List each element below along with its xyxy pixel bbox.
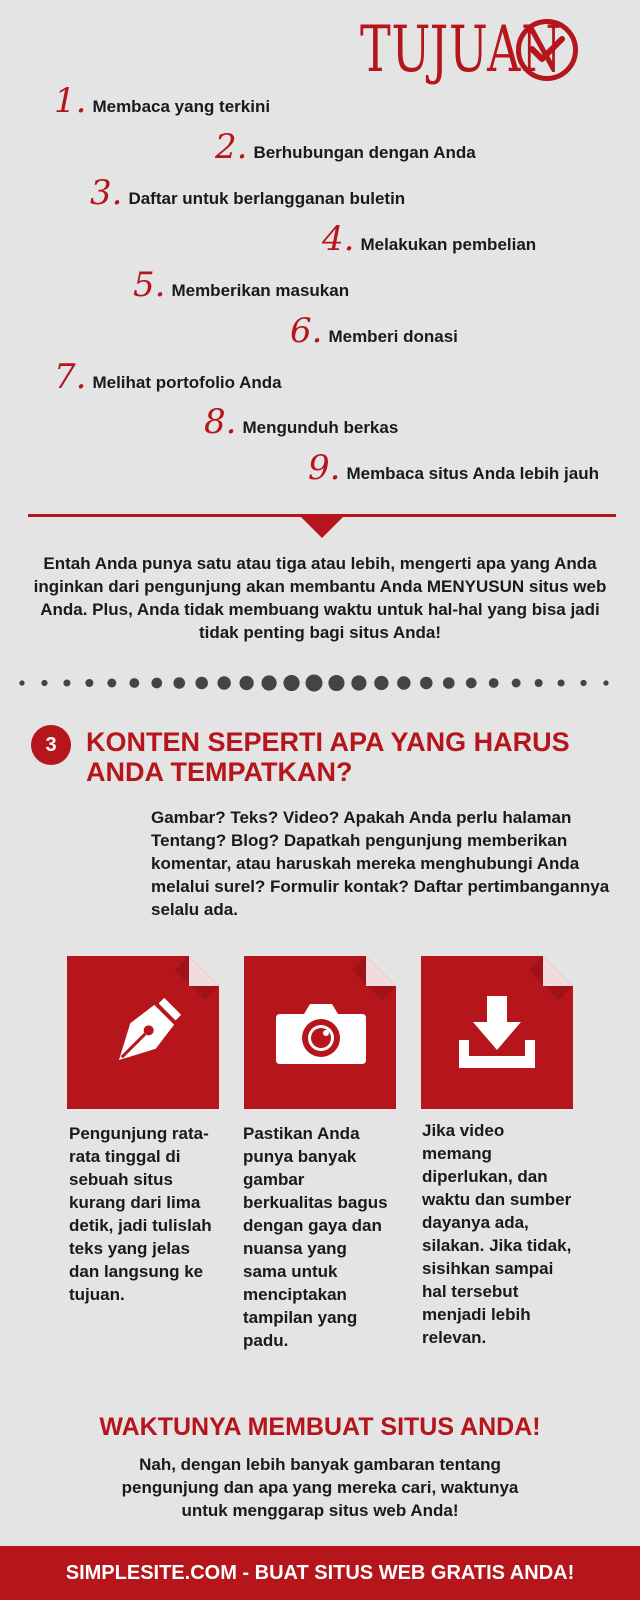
separator-dot bbox=[535, 679, 543, 687]
separator-dot bbox=[195, 677, 208, 690]
download-icon bbox=[421, 956, 573, 1109]
goal-text: Daftar untuk berlangganan buletin bbox=[128, 189, 406, 208]
separator-dot bbox=[603, 680, 608, 685]
separator-dot bbox=[328, 675, 344, 691]
goal-number: 7. bbox=[54, 357, 87, 397]
goal-number: 8. bbox=[204, 402, 237, 442]
closing-text: Nah, dengan lebih banyak gambaran tentang pengunjung dan apa yang mereka cari, waktunya untuk menggarap situs web Anda! bbox=[121, 1455, 519, 1520]
goal-number: 4. bbox=[322, 219, 355, 259]
goal-item bbox=[54, 357, 282, 397]
separator-dot bbox=[466, 678, 477, 689]
separator-dot bbox=[239, 676, 253, 690]
separator-dot bbox=[19, 680, 24, 685]
pen-nib-icon bbox=[67, 956, 219, 1109]
separator-dot bbox=[63, 679, 70, 686]
separator-dot bbox=[397, 676, 410, 689]
separator-dot bbox=[261, 675, 276, 690]
separator-dot bbox=[351, 675, 366, 690]
goal-text: Mengunduh berkas bbox=[242, 418, 399, 437]
separator-dot bbox=[107, 679, 116, 688]
footer-banner[interactable] bbox=[0, 1546, 640, 1600]
goal-item bbox=[215, 127, 476, 167]
page-title: TUJUAN bbox=[360, 13, 563, 87]
pen-card-text: Pengunjung rata-rata tinggal di sebuah situs kurang dari lima detik, jadi tulislah teks yang jelas dan langsung ke tujuan. bbox=[69, 1124, 212, 1304]
closing-title: WAKTUNYA MEMBUAT SITUS ANDA! bbox=[99, 1413, 541, 1441]
pen-card bbox=[67, 956, 219, 1109]
download-card-text: Jika video memang diperlukan, dan waktu dan sumber dayanya ada, silakan. Jika tidak, sisihkan sampai hal tersebut menjadi lebih relevan. bbox=[422, 1121, 572, 1347]
separator-dot bbox=[306, 675, 323, 692]
section-paragraph: Gambar? Teks? Video? Apakah Anda perlu halaman Tentang? Blog? Dapatkah pengunjung memberikan komentar, atau haruskah mereka menghubungi Anda melalui surel? Formulir kontak? Daftar pertimbangannya selalu ada. bbox=[151, 808, 610, 919]
goal-number: 9. bbox=[308, 448, 341, 488]
separator-dot bbox=[129, 678, 139, 688]
goal-text: Memberi donasi bbox=[328, 327, 458, 346]
goal-number: 3. bbox=[90, 173, 123, 213]
separator-dot bbox=[580, 680, 586, 686]
goal-text: Melihat portofolio Anda bbox=[92, 373, 282, 392]
separator-dot bbox=[558, 679, 565, 686]
goal-item bbox=[204, 402, 399, 442]
goal-text: Memberikan masukan bbox=[171, 281, 350, 300]
separator-dot bbox=[217, 676, 230, 689]
separator-dot bbox=[283, 675, 299, 691]
goal-text: Berhubungan dengan Anda bbox=[253, 143, 476, 162]
separator-dot bbox=[173, 677, 185, 689]
download-card bbox=[421, 956, 573, 1109]
camera-card-text: Pastikan Anda punya banyak gambar berkualitas bagus dengan gaya dan nuansa yang sama untuk menciptakan tampilan yang padu. bbox=[243, 1124, 388, 1350]
goal-item bbox=[54, 81, 271, 121]
goal-number: 1. bbox=[54, 81, 87, 121]
goal-item bbox=[308, 448, 599, 488]
goal-text: Melakukan pembelian bbox=[360, 235, 537, 254]
goal-item bbox=[133, 265, 350, 305]
separator-dot bbox=[512, 679, 521, 688]
separator-dot bbox=[443, 677, 455, 689]
goal-number: 6. bbox=[290, 311, 323, 351]
goal-number: 2. bbox=[215, 127, 248, 167]
camera-card bbox=[244, 956, 396, 1109]
separator-dot bbox=[489, 678, 499, 688]
intro-paragraph: Entah Anda punya satu atau tiga atau lebih, mengerti apa yang Anda inginkan dari pengunjung akan membantu Anda MENYUSUN situs web Anda. Plus, Anda tidak membuang waktu untuk hal-hal yang bisa jadi tidak penting bagi situs Anda! bbox=[33, 554, 607, 642]
footer-text[interactable]: SIMPLESITE.COM - BUAT SITUS WEB GRATIS ANDA! bbox=[65, 1561, 575, 1584]
separator-dot bbox=[85, 679, 93, 687]
goal-item bbox=[290, 311, 458, 351]
page-title-group bbox=[360, 13, 578, 87]
goal-text: Membaca yang terkini bbox=[92, 97, 271, 116]
goal-item bbox=[90, 173, 406, 213]
separator-dot bbox=[41, 680, 47, 686]
separator-dot bbox=[374, 676, 388, 690]
section-title: KONTEN SEPERTI APA YANG HARUS ANDA TEMPATKAN? bbox=[86, 727, 570, 787]
dots-separator bbox=[14, 668, 626, 698]
goal-number: 5. bbox=[133, 265, 166, 305]
camera-icon bbox=[244, 956, 396, 1109]
divider-arrow bbox=[300, 516, 344, 538]
separator-dot bbox=[420, 677, 433, 690]
separator-dot bbox=[151, 678, 162, 689]
goal-item bbox=[322, 219, 537, 259]
section-number-badge: 3 bbox=[31, 725, 71, 765]
goal-text: Membaca situs Anda lebih jauh bbox=[346, 464, 599, 483]
